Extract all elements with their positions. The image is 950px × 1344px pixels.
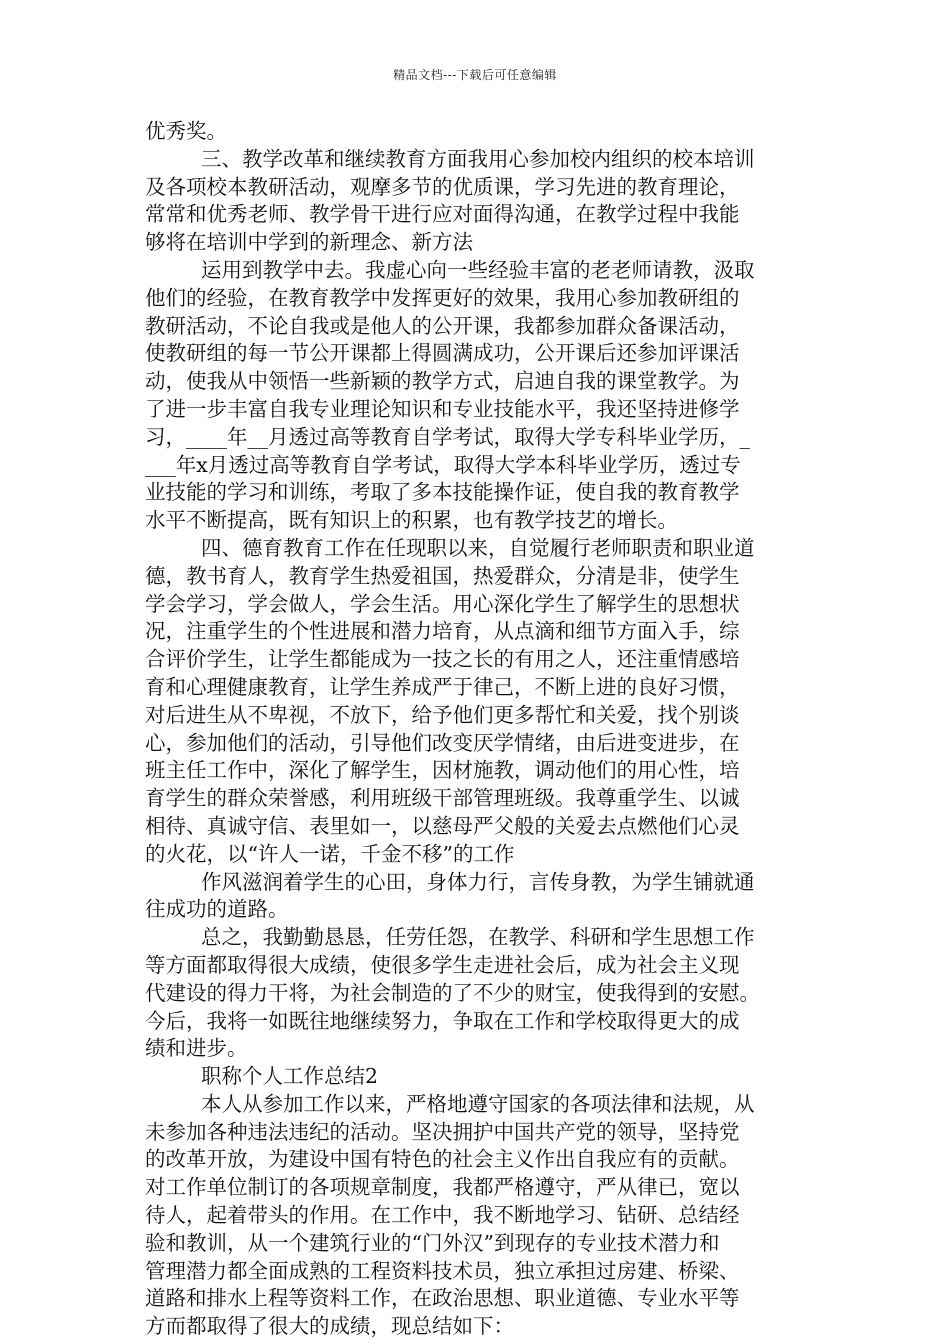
- text-line: 班主任工作中，深化了解学生，因材施教，调动他们的用心性，培: [145, 758, 740, 783]
- text-line: 使教研组的每一节公开课都上得圆满成功，公开课后还参加评课活: [145, 341, 740, 366]
- text-line: 待人，起着带头的作用。在工作中，我不断地学习、钻研、总结经: [145, 1203, 740, 1228]
- text-line: 的火花，以“许人一诺，千金不移”的工作: [145, 841, 515, 866]
- text-line: 运用到教学中去。我虚心向一些经验丰富的老老师请教，汲取: [201, 257, 755, 282]
- text-line: 管理潜力都全面成熟的工程资料技术员，独立承担过房建、桥梁、: [145, 1258, 740, 1283]
- text-line: 往成功的道路。: [145, 897, 289, 922]
- text-line: 绩和进步。: [145, 1036, 248, 1061]
- text-line: 及各项校本教研活动，观摩多节的优质课，学习先进的教育理论，: [145, 174, 740, 199]
- text-line: 教研活动，不论自我或是他人的公开课，我都参加群众备课活动，: [145, 313, 740, 338]
- text-line: 四、德育教育工作在任现职以来，自觉履行老师职责和职业道: [201, 535, 755, 560]
- text-line: 他们的经验，在教育教学中发挥更好的效果，我用心参加教研组的: [145, 285, 740, 310]
- text-line: 对后进生从不卑视，不放下，给予他们更多帮忙和关爱，找个别谈: [145, 702, 740, 727]
- text-line: ___年x月透过高等教育自学考试，取得大学本科毕业学历，透过专: [145, 452, 741, 477]
- text-line: 本人从参加工作以来，严格地遵守国家的各项法律和法规，从: [201, 1091, 755, 1116]
- text-line: 习，____年__月透过高等教育自学考试，取得大学专科毕业学历，_: [145, 424, 750, 449]
- text-line: 况，注重学生的个性进展和潜力培育，从点滴和细节方面入手，综: [145, 619, 740, 644]
- text-line: 验和教训，从一个建筑行业的“门外汉”到现存的专业技术潜力和: [145, 1230, 720, 1255]
- text-line: 相待、真诚守信、表里如一，以慈母严父般的关爱去点燃他们心灵: [145, 813, 740, 838]
- text-line: 德，教书育人，教育学生热爱祖国，热爱群众，分清是非，使学生: [145, 563, 740, 588]
- text-line: 水平不断提高，既有知识上的积累，也有教学技艺的增长。: [145, 508, 678, 533]
- text-line: 道路和排水上程等资料工作，在政治思想、职业道德、专业水平等: [145, 1286, 740, 1311]
- text-line: 作风滋润着学生的心田，身体力行，言传身教，为学生铺就通: [201, 869, 755, 894]
- text-line: 优秀奖。: [145, 119, 227, 143]
- text-line: 未参加各种违法违纪的活动。坚决拥护中国共产党的领导，坚持党: [145, 1119, 740, 1144]
- text-line: 合评价学生，让学生都能成为一技之长的有用之人，还注重情感培: [145, 647, 740, 672]
- text-line: 动，使我从中领悟一些新颖的教学方式，启迪自我的课堂教学。为: [145, 369, 740, 394]
- text-line: 心，参加他们的活动，引导他们改变厌学情绪，由后进变进步，在: [145, 730, 740, 755]
- text-line: 学会学习，学会做人，学会生活。用心深化学生了解学生的思想状: [145, 591, 740, 616]
- text-line: 方而都取得了很大的成绩，现总结如下：: [145, 1314, 514, 1339]
- text-line: 今后，我将一如既往地继续努力，争取在工作和学校取得更大的成: [145, 1008, 740, 1033]
- text-line: 育和心理健康教育，让学生养成严于律己，不断上进的良好习惯，: [145, 674, 740, 699]
- document-body: [145, 118, 817, 1341]
- text-line: 常常和优秀老师、教学骨干进行应对面得沟通，在教学过程中我能: [145, 202, 740, 227]
- text-line: 的改革开放，为建设中国有特色的社会主义作出自我应有的贡献。: [145, 1147, 740, 1172]
- text-line: 等方面都取得很大成绩，使很多学生走进社会后，成为社会主义现: [145, 952, 740, 977]
- text-line: 对工作单位制订的各项规章制度，我都严格遵守，严从律已，宽以: [145, 1175, 740, 1200]
- text-line: 代建设的得力干将，为社会制造的了不少的财宝，使我得到的安慰。: [145, 980, 760, 1005]
- text-line: 了进一步丰富自我专业理论知识和专业技能水平，我还坚持进修学: [145, 396, 740, 421]
- text-line: 三、教学改革和继续教育方面我用心参加校内组织的校本培训: [201, 146, 755, 171]
- text-line: 够将在培训中学到的新理念、新方法: [145, 230, 473, 255]
- page-header: 精品文档---下载后可任意编辑: [393, 68, 557, 82]
- text-line: 总之，我勤勤恳恳，任劳任怨，在教学、科研和学生思想工作: [201, 925, 755, 950]
- text-line: 业技能的学习和训练，考取了多本技能操作证，使自我的教育教学: [145, 480, 740, 505]
- text-line: 育学生的群众荣誉感，利用班级干部管理班级。我尊重学生、以诚: [145, 786, 740, 811]
- text-line: 职称个人工作总结2: [201, 1064, 379, 1089]
